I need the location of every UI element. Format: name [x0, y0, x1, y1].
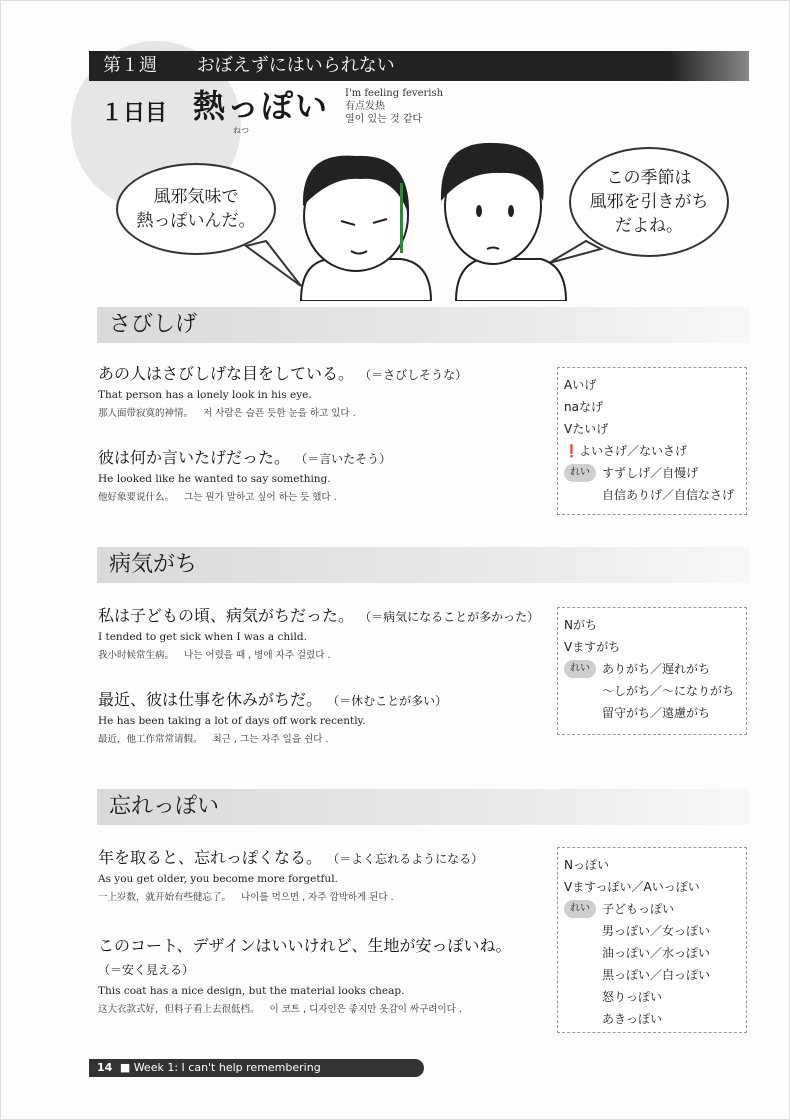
- page-footer: [89, 1059, 424, 1077]
- grammar-example: ～しがち／～になりがち: [602, 684, 735, 698]
- example-zh: 最近，他工作常常请假。: [98, 734, 203, 745]
- grammar-example: すずしげ／自慢げ: [602, 466, 699, 480]
- bubble-line: 風邪を引きがち: [589, 192, 709, 212]
- example-jp: あの人はさびしげな目をしている。: [98, 364, 355, 383]
- example-jp: 年を取ると、忘れっぽくなる。: [98, 848, 323, 867]
- right-bubble-tail: [549, 241, 601, 263]
- example-zh: 那人面带寂寞的神情。: [98, 408, 194, 419]
- example-ko: 그는 뭔가 말하고 싶어 하는 듯 했다 .: [184, 492, 337, 503]
- grammar-pattern: ❗よいさげ／ないさげ: [564, 444, 687, 458]
- example-zh-ko: [98, 1001, 462, 1015]
- rei-badge: れい: [564, 660, 596, 678]
- grammar-pattern: Aいげ: [564, 378, 597, 392]
- grammar-examples: [564, 462, 740, 506]
- translation-zh: 有点发热: [345, 101, 385, 112]
- example-zh: 这大衣款式好，但料子看上去很低档。: [98, 1004, 260, 1015]
- example-note: （＝病気になることが多かった）: [359, 610, 540, 624]
- example-sentence: [98, 933, 511, 956]
- example-jp: 私は子どもの頃、病気がちだった。: [98, 606, 355, 625]
- grammar-pattern: Vますがち: [564, 640, 621, 654]
- example-note: （＝安く見える）: [98, 963, 195, 977]
- bubble-line: だよね。: [615, 216, 683, 236]
- grammar-example: 怒りっぽい: [602, 990, 663, 1004]
- section-title-wasureppoi: 忘れっぽい: [97, 789, 749, 825]
- grammar-example: 子どもっぽい: [602, 902, 675, 916]
- speech-bubble-adult: [569, 147, 729, 257]
- example-zh-ko: [98, 731, 328, 745]
- example-en: He looked like he wanted to say something.: [98, 473, 331, 485]
- lesson-word-ruby: ねつ: [233, 126, 249, 135]
- example-note: （＝言いたそう）: [295, 452, 392, 466]
- rei-badge: れい: [564, 464, 596, 482]
- example-jp: このコート、デザインはいいけれど、生地が安っぽいね。: [98, 936, 512, 955]
- section-title-sabishige: さびしげ: [97, 307, 749, 343]
- grammar-examples: [564, 658, 740, 724]
- grammar-pattern: Nがち: [564, 618, 597, 632]
- lesson-word: 熱っぽい: [193, 87, 330, 125]
- grammar-pattern: Nっぽい: [564, 858, 609, 872]
- week-title: おぼえずにはいられない: [196, 55, 395, 76]
- example-en: I tended to get sick when I was a child.: [98, 631, 307, 643]
- example-ko: 나는 어렸을 때 , 병에 자주 걸렸다 .: [184, 650, 331, 661]
- example-ko: 이 코트 , 디자인은 좋지만 옷감이 싸구려이다 .: [269, 1004, 462, 1015]
- grammar-pattern: naなげ: [564, 400, 603, 414]
- example-zh-ko: [98, 647, 331, 661]
- example-zh-ko: [98, 489, 337, 503]
- example-zh: 一上岁数，就开始有些健忘了。: [98, 892, 232, 903]
- example-note: （＝よく忘れるようになる）: [327, 852, 484, 866]
- grammar-example: 油っぽい／水っぽい: [602, 946, 711, 960]
- grammar-box: [557, 607, 747, 735]
- lesson-title-row: [101, 87, 329, 127]
- example-zh-ko: [98, 405, 356, 419]
- example-note: （＝さびしそうな）: [359, 368, 468, 382]
- example-note: （＝休むことが多い）: [327, 694, 448, 708]
- bubble-line: 風邪気味で: [153, 187, 239, 207]
- example-en: He has been taking a lot of days off work recently.: [98, 715, 366, 727]
- example-sentence: [98, 361, 467, 384]
- example-sentence: [98, 445, 391, 468]
- bubble-line: 熱っぽいんだ。: [136, 211, 256, 231]
- grammar-pattern: Vたいげ: [564, 422, 609, 436]
- page-number: 14: [97, 1061, 113, 1074]
- grammar-box: [557, 847, 747, 1033]
- example-zh: 我小时候常生病。: [98, 650, 175, 661]
- grammar-example: 黒っぽい／白っぽい: [602, 968, 711, 982]
- example-sentence: [98, 845, 483, 868]
- rei-badge: れい: [564, 900, 596, 918]
- section-title-byoukigachi: 病気がち: [97, 547, 749, 583]
- bubble-line: この季節は: [606, 168, 692, 188]
- example-zh: 他好象要说什么。: [98, 492, 175, 503]
- left-bubble-tail: [246, 241, 301, 286]
- grammar-example: あきっぽい: [602, 1012, 663, 1026]
- day-label: １日目: [101, 101, 168, 126]
- sick-boy-figure: [301, 156, 431, 301]
- grammar-example: 男っぽい／女っぽい: [602, 924, 711, 938]
- example-jp: 彼は何か言いたげだった。: [98, 448, 291, 467]
- example-sentence: [98, 603, 539, 626]
- example-en: This coat has a nice design, but the material looks cheap.: [98, 985, 405, 997]
- example-en: That person has a lonely look in his eye.: [98, 389, 312, 401]
- grammar-example: 自信ありげ／自信なさげ: [602, 488, 735, 502]
- example-jp: 最近、彼は仕事を休みがちだ。: [98, 690, 323, 709]
- adult-figure: [441, 143, 566, 301]
- example-ko: 나이를 먹으면 , 자주 깜박하게 된다 .: [241, 892, 394, 903]
- grammar-pattern: Vますっぽい／Aいっぽい: [564, 880, 700, 894]
- example-sentence: [98, 687, 447, 710]
- example-ko: 저 사람은 슬픈 듯한 눈을 하고 있다 .: [203, 408, 356, 419]
- week-header-bar: [89, 51, 749, 81]
- speech-bubble-boy: [116, 163, 276, 255]
- footer-text: ■ Week 1: I can't help remembering: [119, 1061, 321, 1074]
- grammar-example: 留守がち／遠慮がち: [602, 706, 711, 720]
- example-sentence-note: [98, 959, 194, 978]
- example-en: As you get older, you become more forgetful.: [98, 873, 338, 885]
- translation-en: I'm feeling feverish: [345, 88, 444, 99]
- example-ko: 최근 , 그는 자주 일을 쉰다 .: [212, 734, 329, 745]
- translation-ko: 열이 있는 것 같다: [345, 114, 423, 125]
- grammar-box: [557, 367, 747, 515]
- grammar-example: ありがち／遅れがち: [602, 662, 711, 676]
- example-zh-ko: [98, 889, 394, 903]
- lesson-translations: [345, 87, 443, 126]
- week-label: 第１週: [103, 55, 157, 76]
- grammar-examples: [564, 898, 740, 1030]
